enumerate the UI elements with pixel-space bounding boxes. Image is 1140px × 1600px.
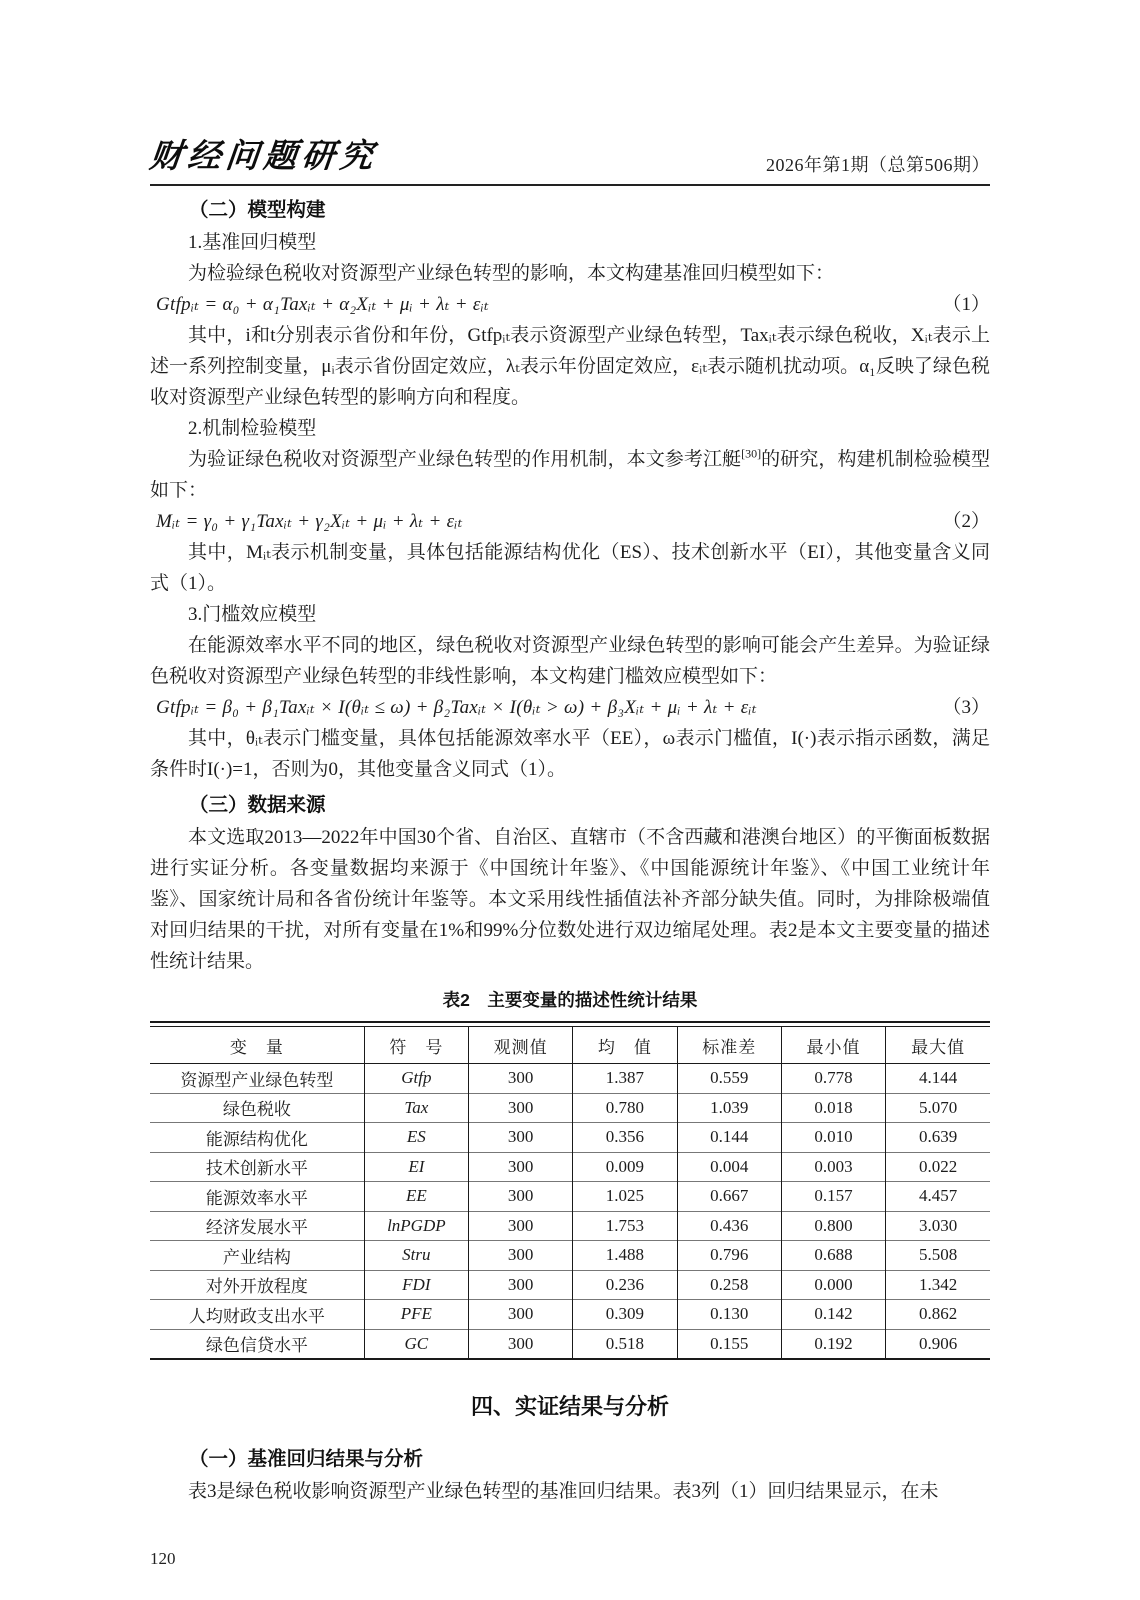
column-header: 观测值 [468, 1027, 572, 1064]
value-cell: 0.155 [677, 1329, 781, 1359]
page-header [147, 130, 990, 186]
value-cell: 300 [468, 1300, 572, 1330]
value-cell: 0.688 [781, 1241, 885, 1271]
value-cell: 0.906 [886, 1329, 990, 1359]
value-cell: 0.018 [781, 1093, 885, 1123]
column-header: 均 值 [573, 1027, 677, 1064]
variable-cell: 经济发展水平 [205, 1218, 308, 1238]
value-cell: 0.780 [573, 1093, 677, 1123]
equation-2-number: （2） [942, 511, 990, 532]
value-cell: 0.518 [573, 1329, 677, 1359]
table-row [150, 1123, 990, 1153]
variable-cell: 技术创新水平 [205, 1159, 308, 1179]
value-cell: 300 [468, 1093, 572, 1123]
variable-cell: 绿色信贷水平 [205, 1336, 308, 1356]
value-cell: 0.010 [781, 1123, 885, 1153]
value-cell: 300 [468, 1329, 572, 1359]
value-cell: 0.157 [781, 1182, 885, 1212]
page-number: 120 [150, 1549, 176, 1568]
value-cell: 0.003 [781, 1152, 885, 1182]
value-cell: 300 [468, 1241, 572, 1271]
value-cell: 1.025 [573, 1182, 677, 1212]
value-cell: 1.488 [573, 1241, 677, 1271]
symbol-cell: GC [364, 1329, 468, 1359]
symbol-cell: Tax [364, 1093, 468, 1123]
table2-wrapper [150, 1021, 990, 1360]
table2-block [150, 987, 990, 1360]
value-cell: 4.457 [886, 1182, 990, 1212]
value-cell: 5.070 [886, 1093, 990, 1123]
equation-2 [150, 506, 990, 537]
section-heading-model-construction: （二）模型构建 [189, 199, 326, 221]
table2-title: 表2 主要变量的描述性统计结果 [442, 990, 698, 1010]
value-cell: 0.667 [677, 1182, 781, 1212]
equation-3-body: Gtfpᵢₜ = β₀ + β₁Taxᵢₜ × I(θᵢₜ ≤ ω) + β₂Taxᵢₜ × I(θᵢₜ > ω) + β₃Xᵢₜ + μᵢ + λₜ + εᵢₜ [156, 697, 757, 718]
value-cell: 1.342 [886, 1270, 990, 1300]
table-row [150, 1211, 990, 1241]
descriptive-statistics-table [150, 1026, 990, 1360]
equation-3-number: （3） [942, 697, 990, 718]
value-cell: 0.778 [781, 1064, 885, 1094]
table-row [150, 1152, 990, 1182]
symbol-cell: ES [364, 1123, 468, 1153]
symbol-cell: Gtfp [364, 1064, 468, 1094]
table-row [150, 1329, 990, 1359]
value-cell: 1.387 [573, 1064, 677, 1094]
symbol-cell: EE [364, 1182, 468, 1212]
value-cell: 0.356 [573, 1123, 677, 1153]
column-header: 变 量 [150, 1027, 364, 1064]
subsection-heading-mechanism-model: 2.机制检验模型 [188, 418, 317, 439]
equation-1-number: （1） [942, 294, 990, 315]
paragraph-threshold-explanation: 其中，θᵢₜ表示门槛变量，具体包括能源效率水平（EE），ω表示门槛值，I(·)表示指示函数，满足条件时I(·)=1，否则为0，其他变量含义同式（1）。 [150, 728, 990, 780]
variable-cell: 能源结构优化 [205, 1129, 308, 1149]
section-heading-data-source: （三）数据来源 [189, 794, 326, 816]
value-cell: 4.144 [886, 1064, 990, 1094]
equation-1 [150, 289, 990, 320]
value-cell: 300 [468, 1123, 572, 1153]
value-cell: 300 [468, 1211, 572, 1241]
paragraph-baseline-results: 表3是绿色税收影响资源型产业绿色转型的基准回归结果。表3列（1）回归结果显示，在未 [188, 1481, 939, 1502]
equation-3 [150, 692, 990, 723]
variable-cell: 资源型产业绿色转型 [180, 1070, 334, 1090]
value-cell: 300 [468, 1152, 572, 1182]
section-heading-baseline-results: （一）基准回归结果与分析 [189, 1448, 424, 1470]
value-cell: 0.236 [573, 1270, 677, 1300]
symbol-cell: EI [364, 1152, 468, 1182]
value-cell: 300 [468, 1064, 572, 1094]
citation-ref-30: [30] [741, 446, 762, 461]
column-header: 标准差 [677, 1027, 781, 1064]
table-row [150, 1241, 990, 1271]
table-row [150, 1300, 990, 1330]
symbol-cell: lnPGDP [364, 1211, 468, 1241]
variable-cell: 对外开放程度 [205, 1277, 308, 1297]
mechanism-intro-text: 为验证绿色税收对资源型产业绿色转型的作用机制，本文参考江艇 [188, 449, 742, 470]
paragraph-mechanism-intro [150, 444, 990, 506]
value-cell: 0.258 [677, 1270, 781, 1300]
value-cell: 1.753 [573, 1211, 677, 1241]
value-cell: 0.639 [886, 1123, 990, 1153]
paragraph-data-source: 本文选取2013—2022年中国30个省、自治区、直辖市（不含西藏和港澳台地区）的平衡面板数据进行实证分析。各变量数据均来源于《中国统计年鉴》、《中国能源统计年鉴》、《中国工业统计年鉴》、国家统计局和各省份统计年鉴等。本文采用线性插值法补齐部分缺失值。同时，为排除极端值对回归结果的干扰，对所有变量在1%和99%分位数处进行双边缩尾处理。表2是本文主要变量的描述性统计结果。 [150, 827, 990, 972]
subsection-heading-threshold-model: 3.门槛效应模型 [188, 604, 317, 625]
page-body [150, 194, 990, 1507]
value-cell: 0.862 [886, 1300, 990, 1330]
variable-cell: 绿色税收 [222, 1100, 291, 1120]
value-cell: 0.192 [781, 1329, 885, 1359]
table-row [150, 1182, 990, 1212]
value-cell: 3.030 [886, 1211, 990, 1241]
equation-1-body: Gtfpᵢₜ = α₀ + α₁Taxᵢₜ + α₂Xᵢₜ + μᵢ + λₜ + εᵢₜ [156, 294, 490, 315]
paragraph-mechanism-explanation: 其中，Mᵢₜ表示机制变量，具体包括能源结构优化（ES）、技术创新水平（EI），其他变量含义同式（1）。 [150, 542, 990, 594]
value-cell: 0.009 [573, 1152, 677, 1182]
value-cell: 0.559 [677, 1064, 781, 1094]
symbol-cell: Stru [364, 1241, 468, 1271]
equation-2-body: Mᵢₜ = γ₀ + γ₁Taxᵢₜ + γ₂Xᵢₜ + μᵢ + λₜ + εᵢₜ [156, 511, 463, 532]
value-cell: 0.436 [677, 1211, 781, 1241]
value-cell: 0.130 [677, 1300, 781, 1330]
variable-cell: 能源效率水平 [205, 1188, 308, 1208]
value-cell: 0.000 [781, 1270, 885, 1300]
value-cell: 1.039 [677, 1093, 781, 1123]
value-cell: 300 [468, 1182, 572, 1212]
table-row [150, 1270, 990, 1300]
variable-cell: 人均财政支出水平 [188, 1306, 325, 1326]
value-cell: 300 [468, 1270, 572, 1300]
mechanism-intro-text-after: 的研究，构建机制检验模型如下： [150, 449, 990, 501]
paragraph-baseline-intro: 为检验绿色税收对资源型产业绿色转型的影响，本文构建基准回归模型如下： [188, 263, 835, 284]
paragraph-threshold-intro: 在能源效率水平不同的地区，绿色税收对资源型产业绿色转型的影响可能会产生差异。为验证绿色税收对资源型产业绿色转型的非线性影响，本文构建门槛效应模型如下： [150, 635, 990, 687]
symbol-cell: FDI [364, 1270, 468, 1300]
section-heading-empirical-results: 四、实证结果与分析 [470, 1394, 669, 1419]
value-cell: 0.800 [781, 1211, 885, 1241]
value-cell: 0.309 [573, 1300, 677, 1330]
variable-cell: 产业结构 [222, 1247, 291, 1267]
value-cell: 5.508 [886, 1241, 990, 1271]
subsection-heading-baseline-model: 1.基准回归模型 [188, 232, 317, 253]
column-header: 最小值 [781, 1027, 885, 1064]
column-header: 最大值 [886, 1027, 990, 1064]
table-row [150, 1093, 990, 1123]
column-header: 符 号 [364, 1027, 468, 1064]
value-cell: 0.142 [781, 1300, 885, 1330]
value-cell: 0.144 [677, 1123, 781, 1153]
issue-info: 2026年第1期（总第506期） [766, 155, 990, 175]
value-cell: 0.022 [886, 1152, 990, 1182]
journal-logo: 财经问题研究 [147, 139, 380, 175]
table-row [150, 1064, 990, 1094]
table-header-row [150, 1027, 990, 1064]
paragraph-baseline-explanation: 其中，i和t分别表示省份和年份，Gtfpᵢₜ表示资源型产业绿色转型，Taxᵢₜ表示绿色税收，Xᵢₜ表示上述一系列控制变量，μᵢ表示省份固定效应，λₜ表示年份固定效应，εᵢₜ表示随机扰动项。α₁反映了绿色税收对资源型产业绿色转型的影响方向和程度。 [150, 325, 990, 408]
value-cell: 0.796 [677, 1241, 781, 1271]
value-cell: 0.004 [677, 1152, 781, 1182]
symbol-cell: PFE [364, 1300, 468, 1330]
